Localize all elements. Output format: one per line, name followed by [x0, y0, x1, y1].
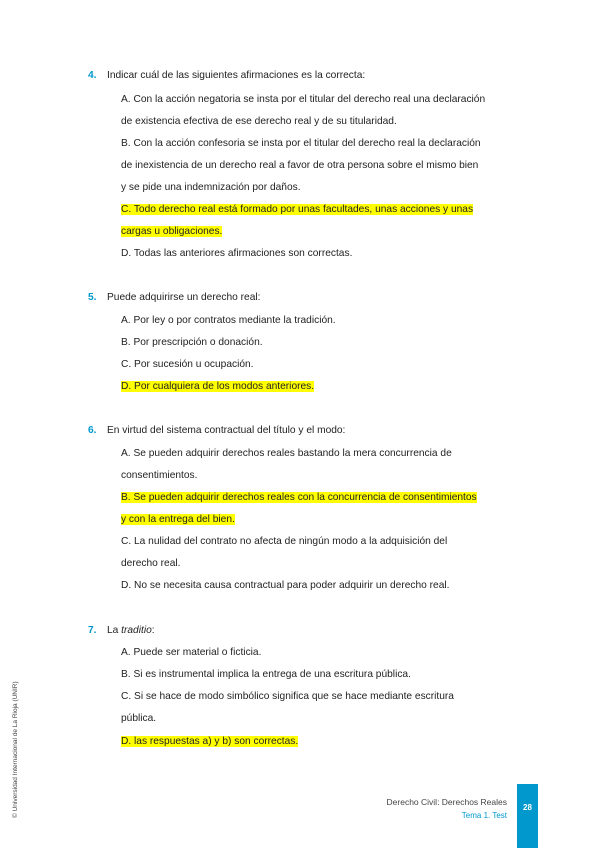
copyright-side-note: © Universidad Internacional de La Rioja (UNIR): [12, 681, 19, 818]
option-7a: A. Puede ser material o ficticia.: [121, 647, 262, 658]
option-5b: B. Por prescripción o donación.: [121, 337, 263, 348]
option-6d: D. No se necesita causa contractual para poder adquirir un derecho real.: [121, 580, 450, 591]
option-4c: C. Todo derecho real está formado por unas facultades, unas acciones y unas cargas u obligaciones.: [121, 204, 474, 237]
option-5a: A. Por ley o por contratos mediante la tradición.: [121, 315, 336, 326]
question-text: En virtud del sistema contractual del título y el modo:: [107, 425, 346, 436]
option-4a: A. Con la acción negatoria se insta por el titular del derecho real una declaración de existencia efectiva de ese derecho real y de su titularidad.: [121, 94, 486, 127]
question-number: 4.: [88, 70, 97, 81]
page-number: 28: [523, 803, 532, 812]
footer-title: Derecho Civil: Derechos Reales: [386, 797, 507, 807]
option-5c: C. Por sucesión u ocupación.: [121, 359, 254, 370]
question-6: [88, 425, 345, 436]
footer-subtitle: Tema 1. Test: [461, 811, 507, 820]
option-7c: C. Si se hace de modo simbólico significa que se hace mediante escritura pública.: [121, 691, 454, 724]
option-4b: B. Con la acción confesoria se insta por el titular del derecho real la declaración de inexistencia de un derecho real a favor de otra persona sobre el mismo bien y se pide una indemnización por daños.: [121, 138, 481, 193]
question-number: 7.: [88, 625, 97, 636]
question-text: Puede adquirirse un derecho real:: [107, 292, 261, 303]
option-7d: D. las respuestas a) y b) son correctas.: [121, 736, 299, 747]
option-4d: D. Todas las anteriores afirmaciones son correctas.: [121, 248, 353, 259]
option-7b: B. Si es instrumental implica la entrega de una escritura pública.: [121, 669, 411, 680]
question-4: [88, 70, 365, 81]
option-6b: B. Se pueden adquirir derechos reales con la concurrencia de consentimientos y con la entrega del bien.: [121, 492, 477, 525]
question-5: [88, 292, 260, 303]
option-5d: D. Por cualquiera de los modos anteriores.: [121, 381, 315, 392]
question-number: 6.: [88, 425, 97, 436]
question-7: 7. La traditio:: [88, 625, 155, 636]
page-number-box: [517, 784, 538, 848]
option-6c: C. La nulidad del contrato no afecta de ningún modo a la adquisición del derecho real.: [121, 536, 448, 569]
question-text: Indicar cuál de las siguientes afirmaciones es la correcta:: [107, 70, 366, 81]
question-number: 5.: [88, 292, 97, 303]
option-6a: A. Se pueden adquirir derechos reales bastando la mera concurrencia de consentimientos.: [121, 448, 452, 481]
